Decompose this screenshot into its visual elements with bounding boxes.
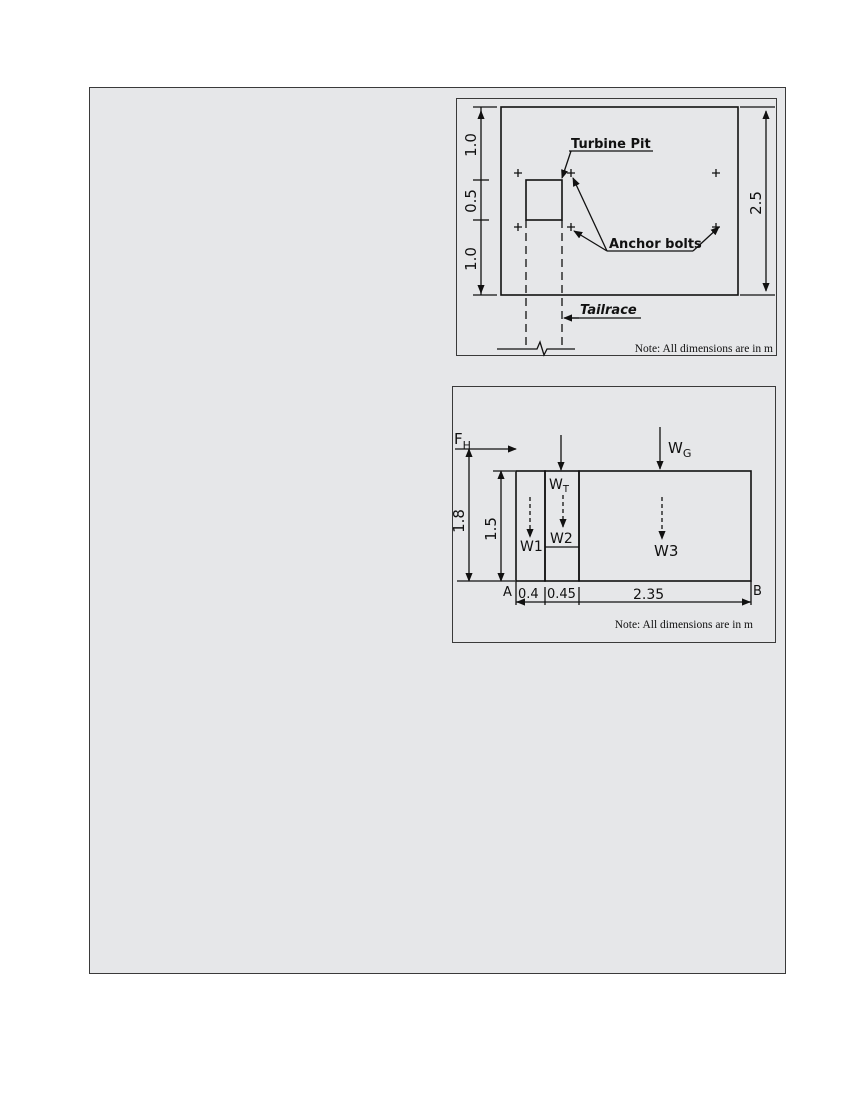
- figure2-note: Note: All dimensions are in m: [614, 619, 753, 631]
- section-view-drawing: [450, 387, 777, 644]
- point-a-label: A: [503, 585, 512, 600]
- dim-label-right: 2.5: [747, 191, 765, 215]
- dim-height-block: 1.5: [482, 517, 500, 541]
- turbine-pit-box: [526, 180, 562, 220]
- anchor-bolts-label: Anchor bolts: [609, 237, 702, 252]
- dim-width-1: 0.4: [518, 587, 539, 602]
- section-view-figure: [452, 386, 776, 643]
- dim-height-total: 1.8: [450, 509, 468, 533]
- w2-label: W2: [550, 531, 573, 547]
- wg-label: $W_G$: [668, 439, 692, 460]
- point-b-label: B: [753, 584, 762, 599]
- foundation-outline: [501, 107, 738, 295]
- w3-label: W3: [654, 542, 679, 560]
- figure1-note: Note: All dimensions are in m: [634, 343, 773, 355]
- dim-width-3: 2.35: [633, 587, 665, 603]
- anchor-bolt-marks: [514, 169, 720, 231]
- plan-view-figure: [456, 98, 777, 356]
- block-w3: [579, 471, 751, 581]
- dim-width-2: 0.45: [547, 587, 576, 602]
- w1-label: W1: [520, 539, 543, 555]
- turbine-pit-label: Turbine Pit: [571, 137, 651, 152]
- tailrace-label: Tailrace: [580, 303, 637, 318]
- dim-label-2: 0.5: [462, 189, 480, 213]
- dim-label-3: 1.0: [462, 247, 480, 271]
- plan-view-drawing: [457, 99, 778, 357]
- fh-label: $F_H$: [454, 430, 471, 452]
- dim-label-1: 1.0: [462, 133, 480, 157]
- wt-label: $W_T$: [549, 477, 569, 495]
